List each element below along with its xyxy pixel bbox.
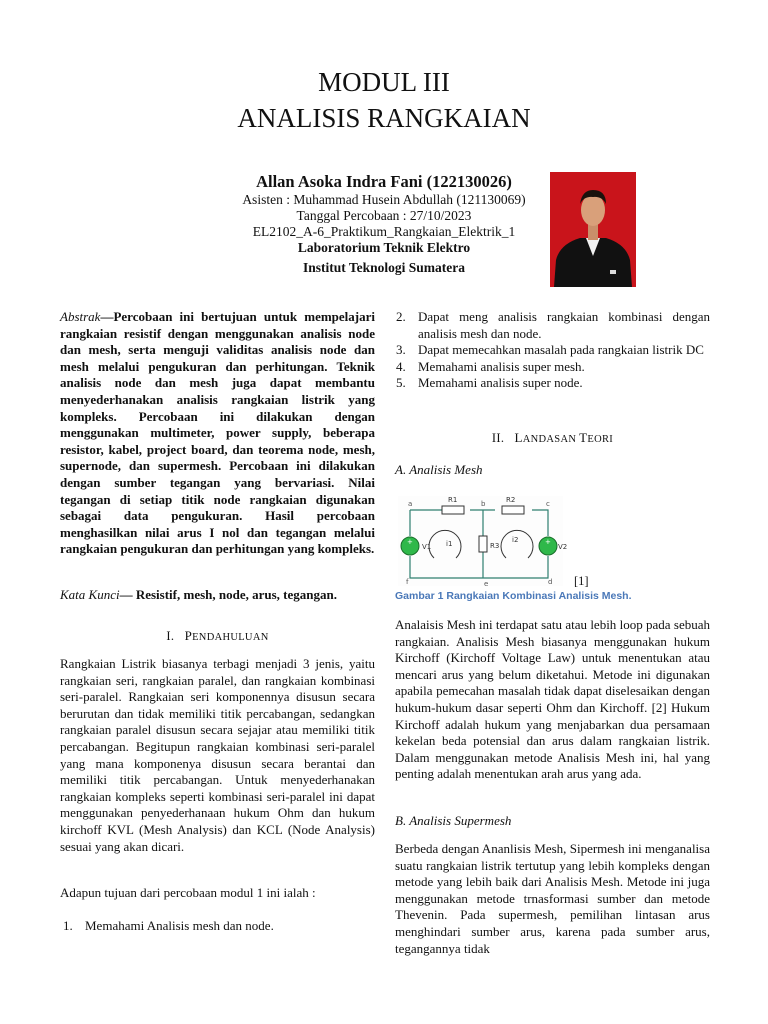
svg-text:b: b [481,500,486,508]
svg-text:+: + [545,538,551,546]
course-line: EL2102_A-6_Praktikum_Rangkaian_Elektrik_1 [252,224,516,239]
svg-text:i2: i2 [512,536,519,544]
svg-text:V1: V1 [422,543,432,551]
svg-text:R3: R3 [490,542,500,550]
author-photo [550,172,636,287]
circuit-figure [398,496,568,588]
svg-text:a: a [408,500,413,508]
institute-line: Institut Teknologi Sumatera [302,260,466,275]
svg-text:d: d [548,578,553,586]
mesh-analysis-paragraph: Analaisis Mesh ini terdapat satu atau lebih loop pada sebuah rangkaian. Analisis Mesh biasanya menggunakan hukum Kirchoff (Kirchoff Voltage Law) untuk menentukan atau mencari arus yang belum diketahui. Metode ini digunakan apabila pemecahan masalah tidak dapat diselesaikan dengan hukum-hukum dasar seperti Ohm dan Kirchoff. [2] Hukum Kirchoff adalah hukum yang menjabarkan dua persamaan kekelan beda potensial dan arus dalam rangkaian listrik. Dalam menggunakan metode Analisis Mesh ini, hal yang penting adalah menentukan arah arus yang ada. [395,617,710,782]
lab-line: Laboratorium Teknik Elektro [297,240,471,255]
date-line: Tanggal Percobaan : 27/10/2023 [296,208,472,223]
list-item: 2. Dapat meng analisis rangkaian kombinasi dengan analisis mesh dan node. [396,309,710,341]
goal-list-left [63,918,375,935]
author-name: Allan Asoka Indra Fani (122130026) [256,172,512,191]
svg-text:i1: i1 [446,540,453,548]
svg-text:+: + [407,538,413,546]
goals-intro: Adapun tujuan dari percobaan modul 1 ini ialah : [60,885,316,900]
svg-text:f: f [406,578,409,586]
intro-paragraph: Rangkaian Listrik biasanya terbagi menjadi 3 jenis, yaitu rangkaian seri, rangkaian paralel, dan rangkaian kombinasi seri-paralel. Rangkaian seri komponennya disusun secara berurutan dan tidak memiliki titik percabangan, sedangkan rangkaian paralel disusun secara sejajar atau memiliki titik percabangan. Begitupun rangkaian kombinasi seri-paralel yang mana komponenya disusun secara berantai dan memiliki titik percabangan. Untuk menyederhanakan rangkaian kompleks seperti kombinasi seri-paralel ini dapat menggunakan penyederhanaan hukum Ohm dan hukum kirchoff KVL (Mesh Analysis) dan KCL (Node Analysis) sesuai yang akan dicari. [60,656,375,854]
svg-text:e: e [484,580,489,588]
supermesh-paragraph: Berbeda dengan Ananlisis Mesh, Sipermesh ini menganalisa suatu rangkaian listrik tertutup yang lebih kompleks dengan metode yang lebih baik dari Analisis Mesh. Metode ini juga menggunakan metode trnasformasi sumber dan metode Thevenin. Pada supermesh, pemilihan lintasan arus menghindari sumber arus, karena pada sumber arus, tegangannya tidak [395,841,710,956]
figure-caption: Gambar 1 Rangkaian Kombinasi Analisis Mesh. [395,590,632,602]
svg-text:R2: R2 [506,496,516,504]
keywords [60,587,375,604]
abstract-label: Abstrak [60,309,101,324]
section-1-heading: I. PENDAHULUAN [166,628,269,643]
assistant-line: Asisten : Muhammad Husein Abdullah (121130069) [242,192,526,207]
goal-list-right [396,309,710,392]
list-item: 5. Memahami analisis super node. [396,375,583,391]
subsection-a-heading: A. Analisis Mesh [395,462,483,477]
svg-text:R1: R1 [448,496,458,504]
svg-text:V2: V2 [558,543,568,551]
section-2-heading: II. LANDASAN TEORI [491,430,614,445]
figure-reference: [1] [574,574,589,588]
svg-text:c: c [546,500,550,508]
list-item: 1. Memahami Analisis mesh dan node. [63,918,274,933]
title-line-2: ANALISIS RANGKAIAN [237,103,531,133]
keywords-text: — Resistif, mesh, node, arus, tegangan. [119,587,337,602]
mesh-circuit-diagram [398,496,568,588]
abstract-text: —Percobaan ini bertujuan untuk mempelajari rangkaian resistif dengan menggunakan analisis node dan mesh, serta menguji validitas analisis node dan mesh melalui pengukuran dan perhitungan. Teknik analisis node dan mesh juga dapat membantu menyederhanakan analisis rangkaian listrik yang kompleks. Percobaan ini dilakukan dengan menggunakan multimeter, power supply, beberapa resistor, kabel, project board, dan teorema node, mesh, supernode, dan supermesh. Percobaan ini dilakukan dengan sumber tegangan yang bervariasi. Nilai tegangan di setiap titik node rangkaian digunakan sebagai data pengukuran. Hasil percobaan menghasilkan nilai arus I nol dan tegangan melalui rangkaian pengukuran dan perhitungan yang kompleks. [60,309,375,557]
list-item: 3. Dapat memecahkan masalah pada rangkaian listrik DC [396,342,704,358]
title-line-1: MODUL III [318,67,450,97]
keywords-label: Kata Kunci [60,587,120,602]
list-item: 4. Memahami analisis super mesh. [396,358,585,374]
subsection-b-heading: B. Analisis Supermesh [395,813,512,828]
abstract [60,309,375,558]
